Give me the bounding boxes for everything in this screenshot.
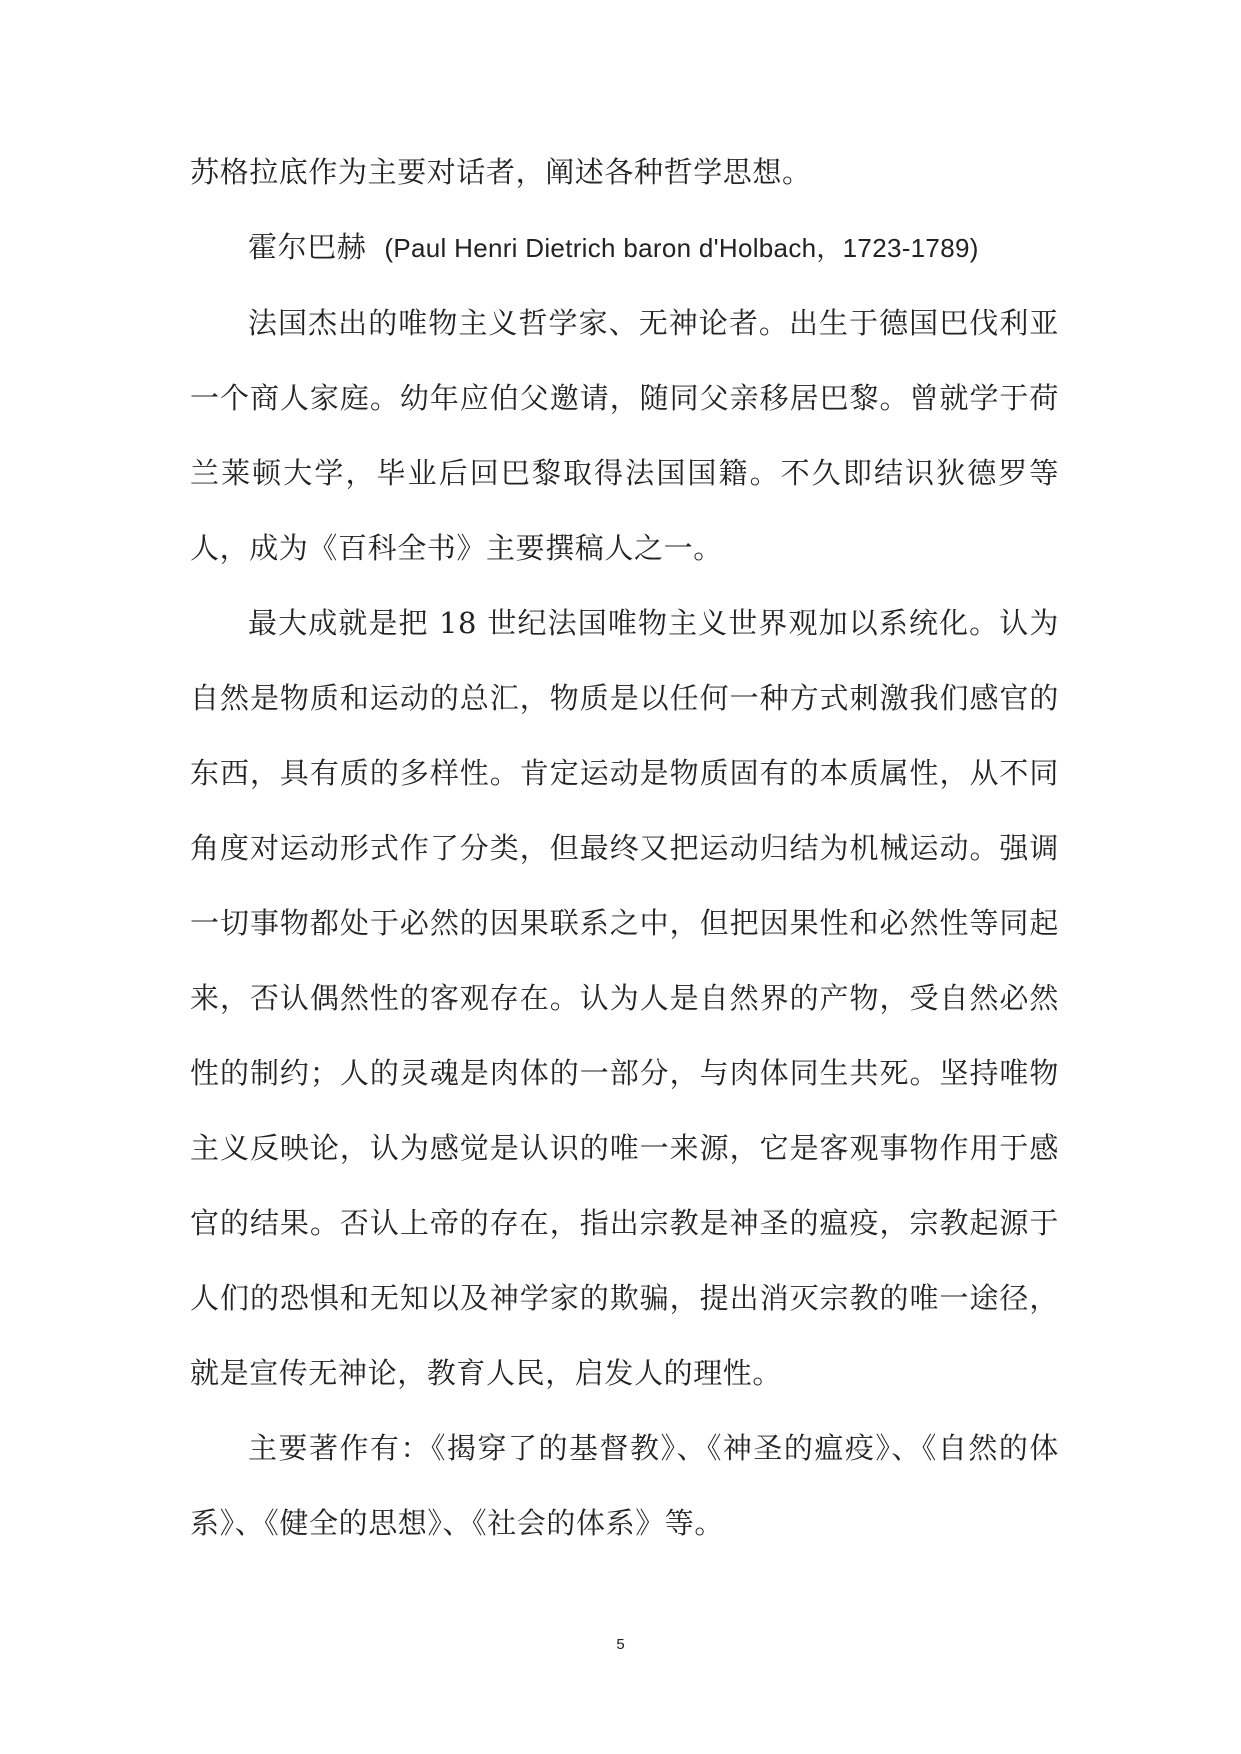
paragraph-biography: 法国杰出的唯物主义哲学家、无神论者。出生于德国巴伐利亚一个商人家庭。幼年应伯父邀请，随同父亲移居巴黎。曾就学于荷兰莱顿大学，毕业后回巴黎取得法国国籍。不久即结识狄德罗等人，成为《百科全书》主要撰稿人之一。 bbox=[190, 306, 1059, 565]
entry-name-chinese: 霍尔巴赫 bbox=[248, 230, 367, 264]
paragraph-intro-end: 苏格拉底作为主要对话者，阐述各种哲学思想。 bbox=[190, 155, 812, 189]
paragraph-works: 主要著作有：《揭穿了的基督教》、《神圣的瘟疫》、《自然的体系》、《健全的思想》、《社会的体系》等。 bbox=[190, 1431, 1059, 1540]
entry-name-latin: (Paul Henri Dietrich baron d'Holbach，1723-1789) bbox=[384, 233, 979, 263]
page-number: 5 bbox=[616, 1636, 625, 1653]
paragraph-achievement: 最大成就是把 18 世纪法国唯物主义世界观加以系统化。认为自然是物质和运动的总汇，物质是以任何一种方式刺激我们感官的东西，具有质的多样性。肯定运动是物质固有的本质属性，从不同角度对运动形式作了分类，但最终又把运动归结为机械运动。强调一切事物都处于必然的因果联系之中，但把因果性和必然性等同起来，否认偶然性的客观存在。认为人是自然界的产物，受自然必然性的制约；人的灵魂是肉体的一部分，与肉体同生共死。坚持唯物主义反映论，认为感觉是认识的唯一来源，它是客观事物作用于感官的结果。否认上帝的存在，指出宗教是神圣的瘟疫，宗教起源于人们的恐惧和无知以及神学家的欺骗，提出消灭宗教的唯一途径，就是宣传无神论，教育人民，启发人的理性。 bbox=[190, 606, 1059, 1390]
entry-heading bbox=[190, 210, 1059, 286]
body-text bbox=[190, 135, 1059, 1561]
